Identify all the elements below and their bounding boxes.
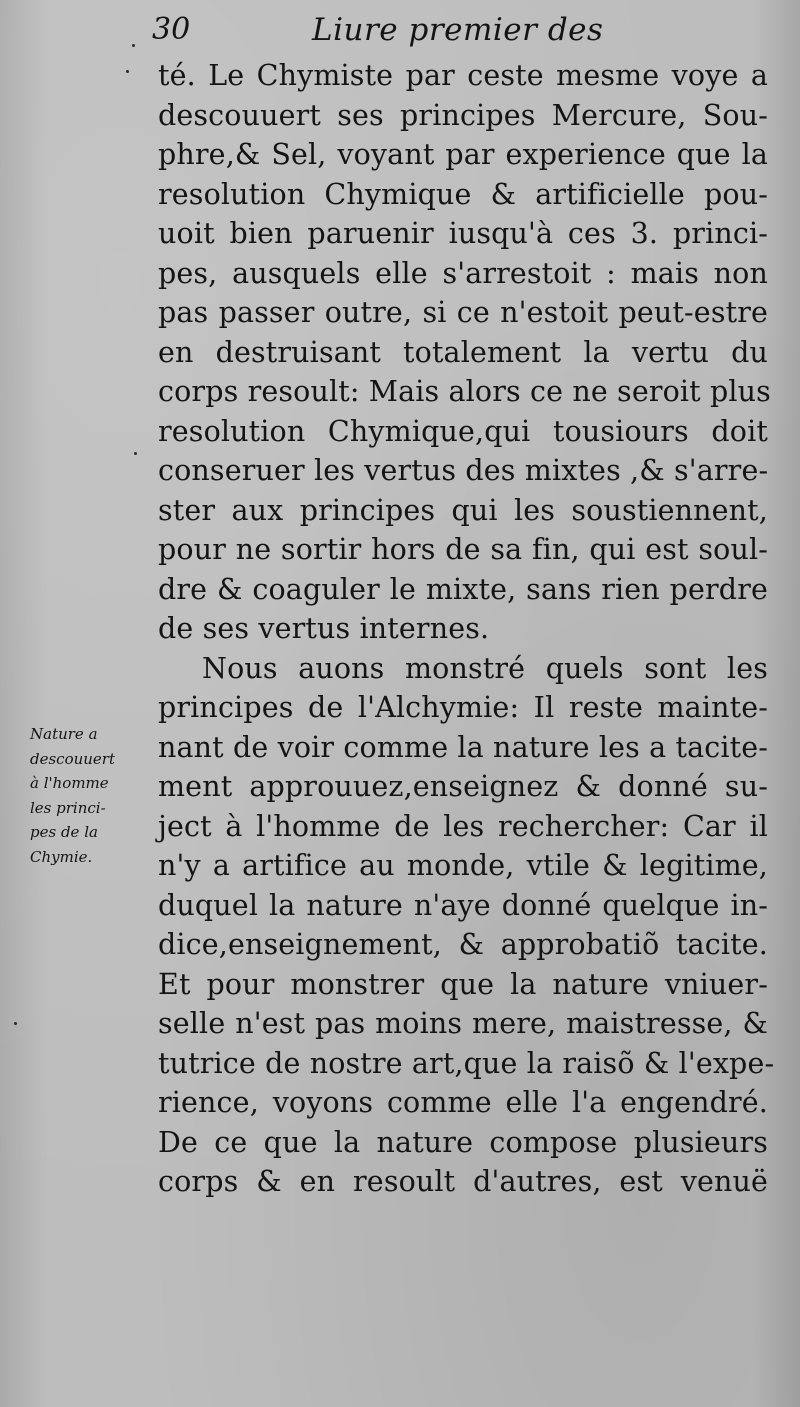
text-line: principes de l'Alchymie: Il reste mainte- <box>158 691 768 724</box>
margin-note-line: Nature a <box>30 725 98 743</box>
running-head <box>140 8 780 52</box>
text-line: conseruer les vertus des mixtes ,& s'arre- <box>158 454 769 487</box>
text-line: té. Le Chymiste par ceste mesme voye a <box>158 59 768 92</box>
text-line: De ce que la nature compose plusieurs <box>158 1125 768 1159</box>
margin-note-line: à l'homme <box>30 774 109 792</box>
text-line: ment approuuez,enseignez & donné su- <box>158 770 768 803</box>
margin-note <box>30 722 148 869</box>
text-line: Et pour monstrer que la nature vniuer- <box>158 967 768 1001</box>
text-line: dice,enseignement, & approbatiõ tacite. <box>158 928 768 961</box>
text-line: descouuert ses principes Mercure, Sou- <box>158 98 768 132</box>
ink-speck <box>132 44 135 47</box>
text-line: de ses vertus internes. <box>158 612 490 645</box>
text-line: tutrice de nostre art,que la raisõ & l'expe- <box>158 1046 775 1080</box>
text-line: en destruisant totalement la vertu du <box>158 335 768 369</box>
text-line: dre & coaguler le mixte, sans rien perdre <box>158 572 768 606</box>
text-line: ster aux principes qui les soustiennent, <box>158 493 768 527</box>
text-line: Nous auons monstré quels sont les <box>202 651 768 685</box>
text-line: resolution Chymique & artificielle pou- <box>158 177 768 211</box>
text-line: corps & en resoult d'autres, est venuë <box>158 1165 768 1198</box>
margin-note-line: les princi- <box>30 798 106 817</box>
text-line: pas passer outre, si ce n'estoit peut-estre <box>158 296 768 329</box>
text-line: pes, ausquels elle s'arrestoit : mais non <box>158 256 768 290</box>
text-line: uoit bien paruenir iusqu'à ces 3. princi- <box>158 217 768 250</box>
page-number: 30 <box>152 12 191 47</box>
margin-note-line: descouuert <box>30 749 116 768</box>
text-line: duquel la nature n'aye donné quelque in- <box>158 888 768 922</box>
text-line: n'y a artifice au monde, vtile & legitime, <box>158 849 768 882</box>
ink-speck <box>126 70 129 73</box>
ink-speck <box>14 1022 17 1025</box>
text-line: pour ne sortir hors de sa fin, qui est soul- <box>158 533 768 566</box>
margin-note-line: Chymie. <box>30 847 93 866</box>
text-line: resolution Chymique,qui tousiours doit <box>158 414 768 448</box>
text-line: rience, voyons comme elle l'a engendré. <box>158 1086 768 1119</box>
text-line: ject à l'homme de les rechercher: Car il <box>158 809 768 843</box>
text-line: corps resoult: Mais alors ce ne seroit plus <box>158 375 771 408</box>
text-line: selle n'est pas moins mere, maistresse, & <box>158 1007 768 1040</box>
margin-note-line: pes de la <box>30 823 98 841</box>
ink-speck <box>134 452 137 455</box>
body-text <box>158 56 775 1202</box>
text-line: nant de voir comme la nature les a tacite- <box>158 730 768 764</box>
text-line: phre,& Sel, voyant par experience que la <box>158 138 768 171</box>
running-title: Liure premier des <box>312 12 604 48</box>
